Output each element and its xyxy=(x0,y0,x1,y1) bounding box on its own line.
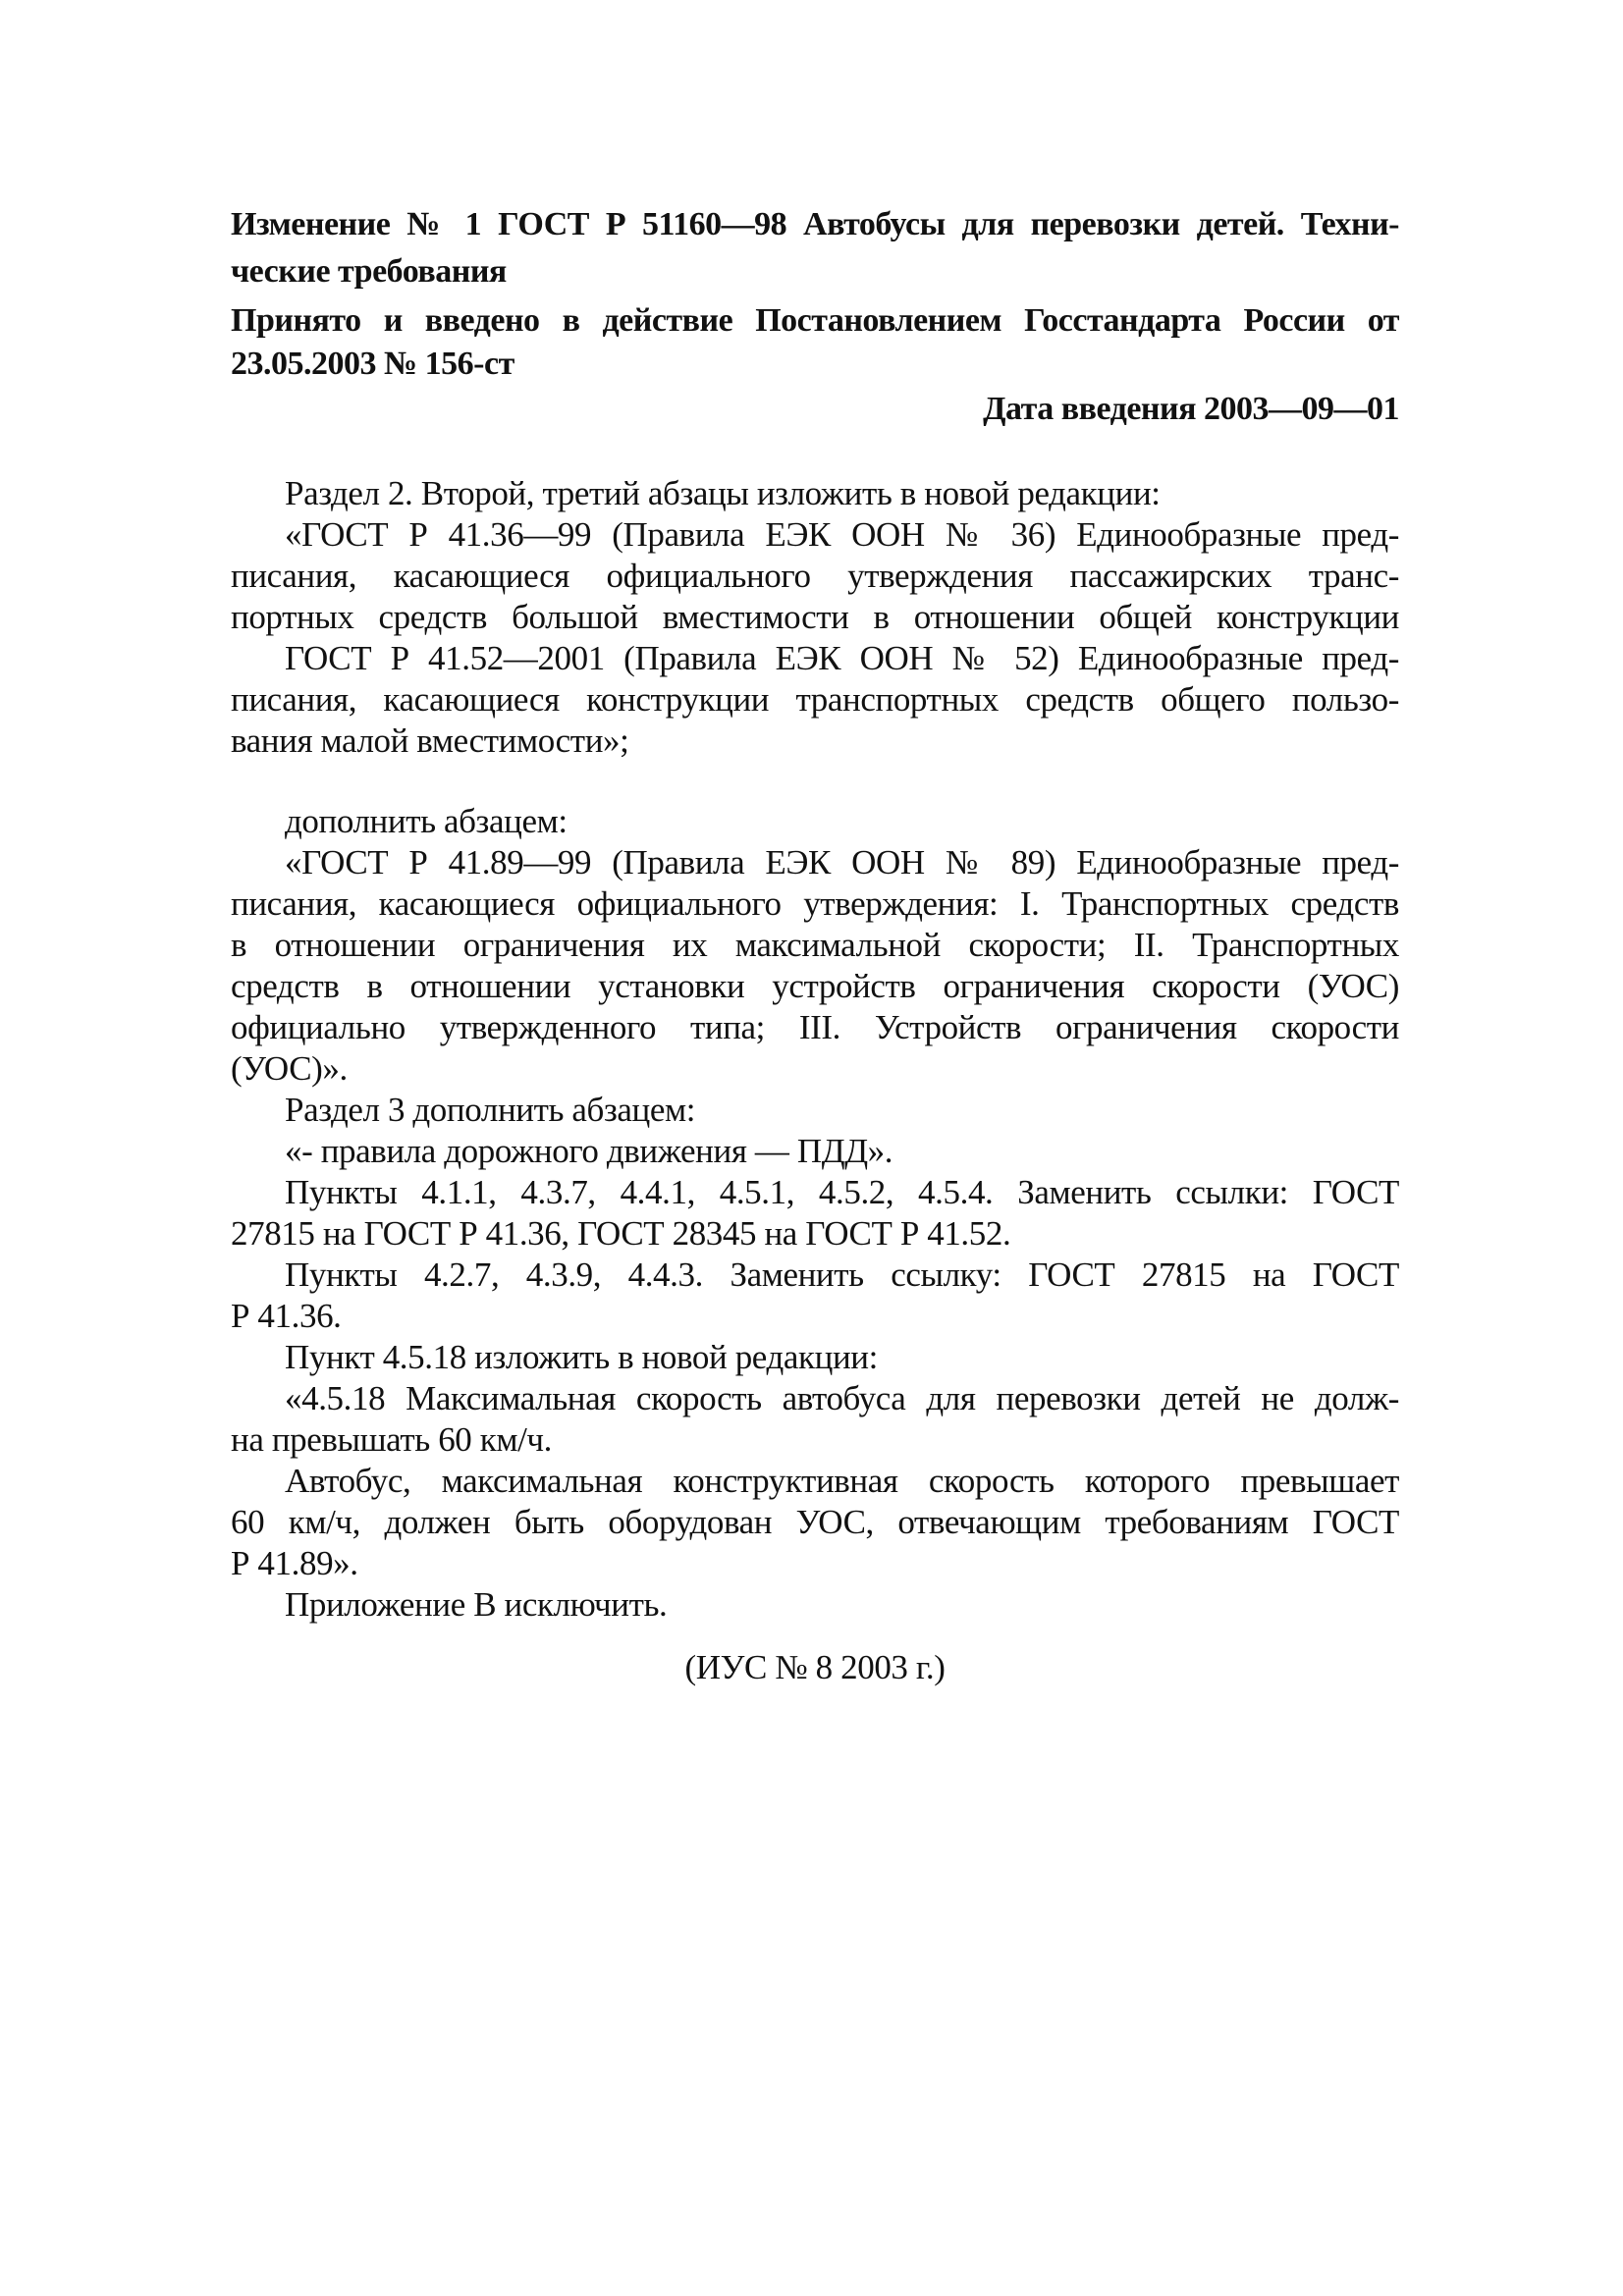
source-reference: (ИУС № 8 2003 г.) xyxy=(684,1648,946,1686)
body-line: портных средств большой вместимости в отношении общей конструкции xyxy=(231,598,1399,636)
body-line: Р 41.89». xyxy=(231,1544,358,1582)
body-line: официально утвержденного типа; III. Устройств ограничения скорости xyxy=(231,1008,1399,1046)
body-line: (УОС)». xyxy=(231,1049,348,1088)
body-line: «ГОСТ Р 41.89—99 (Правила ЕЭК ООН № 89) Единообразные пред- xyxy=(285,843,1399,881)
body-line: 27815 на ГОСТ Р 41.36, ГОСТ 28345 на ГОСТ Р 41.52. xyxy=(231,1214,1011,1253)
body-line: в отношении ограничения их максимальной скорости; II. Транспортных xyxy=(231,926,1399,964)
body-line: «4.5.18 Максимальная скорость автобуса для перевозки детей не долж- xyxy=(285,1379,1399,1417)
adoption-line-1: Принято и введено в действие Постановлением Госстандарта России от xyxy=(231,302,1399,339)
body-line: 60 км/ч, должен быть оборудован УОС, отвечающим требованиям ГОСТ xyxy=(231,1503,1399,1541)
body-line: писания, касающиеся конструкции транспортных средств общего пользо- xyxy=(231,680,1399,719)
body-line: Р 41.36. xyxy=(231,1297,342,1335)
amendment-title-line-2: ческие требования xyxy=(231,253,507,290)
amendment-title-line-1: Изменение № 1 ГОСТ Р 51160—98 Автобусы для перевозки детей. Техни- xyxy=(231,206,1399,242)
body-line: Пункты 4.1.1, 4.3.7, 4.4.1, 4.5.1, 4.5.2, 4.5.4. Заменить ссылки: ГОСТ xyxy=(285,1173,1399,1211)
body-line: Пункты 4.2.7, 4.3.9, 4.4.3. Заменить ссылку: ГОСТ 27815 на ГОСТ xyxy=(285,1255,1399,1294)
body-line: Приложение В исключить. xyxy=(285,1585,668,1624)
body-line: Раздел 2. Второй, третий абзацы изложить в новой редакции: xyxy=(285,474,1161,512)
adoption-line-2: 23.05.2003 № 156-ст xyxy=(231,346,514,382)
body-line: Пункт 4.5.18 изложить в новой редакции: xyxy=(285,1338,878,1376)
body-line: «ГОСТ Р 41.36—99 (Правила ЕЭК ООН № 36) Единообразные пред- xyxy=(285,515,1399,554)
body-line: средств в отношении установки устройств ограничения скорости (УОС) xyxy=(231,967,1399,1005)
body-line: Раздел 3 дополнить абзацем: xyxy=(285,1091,696,1129)
body-line: «- правила дорожного движения — ПДД». xyxy=(285,1132,893,1170)
body-line: вания малой вместимости»; xyxy=(231,721,629,760)
body-line: дополнить абзацем: xyxy=(285,802,568,840)
body-line: писания, касающиеся официального утверждения: I. Транспортных средств xyxy=(231,884,1399,923)
body-line: на превышать 60 км/ч. xyxy=(231,1420,552,1459)
body-line: писания, касающиеся официального утверждения пассажирских транс- xyxy=(231,557,1399,595)
body-line: ГОСТ Р 41.52—2001 (Правила ЕЭК ООН № 52) Единообразные пред- xyxy=(285,639,1399,677)
body-line: Автобус, максимальная конструктивная скорость которого превышает xyxy=(285,1462,1399,1500)
effective-date: Дата введения 2003—09—01 xyxy=(983,391,1399,427)
